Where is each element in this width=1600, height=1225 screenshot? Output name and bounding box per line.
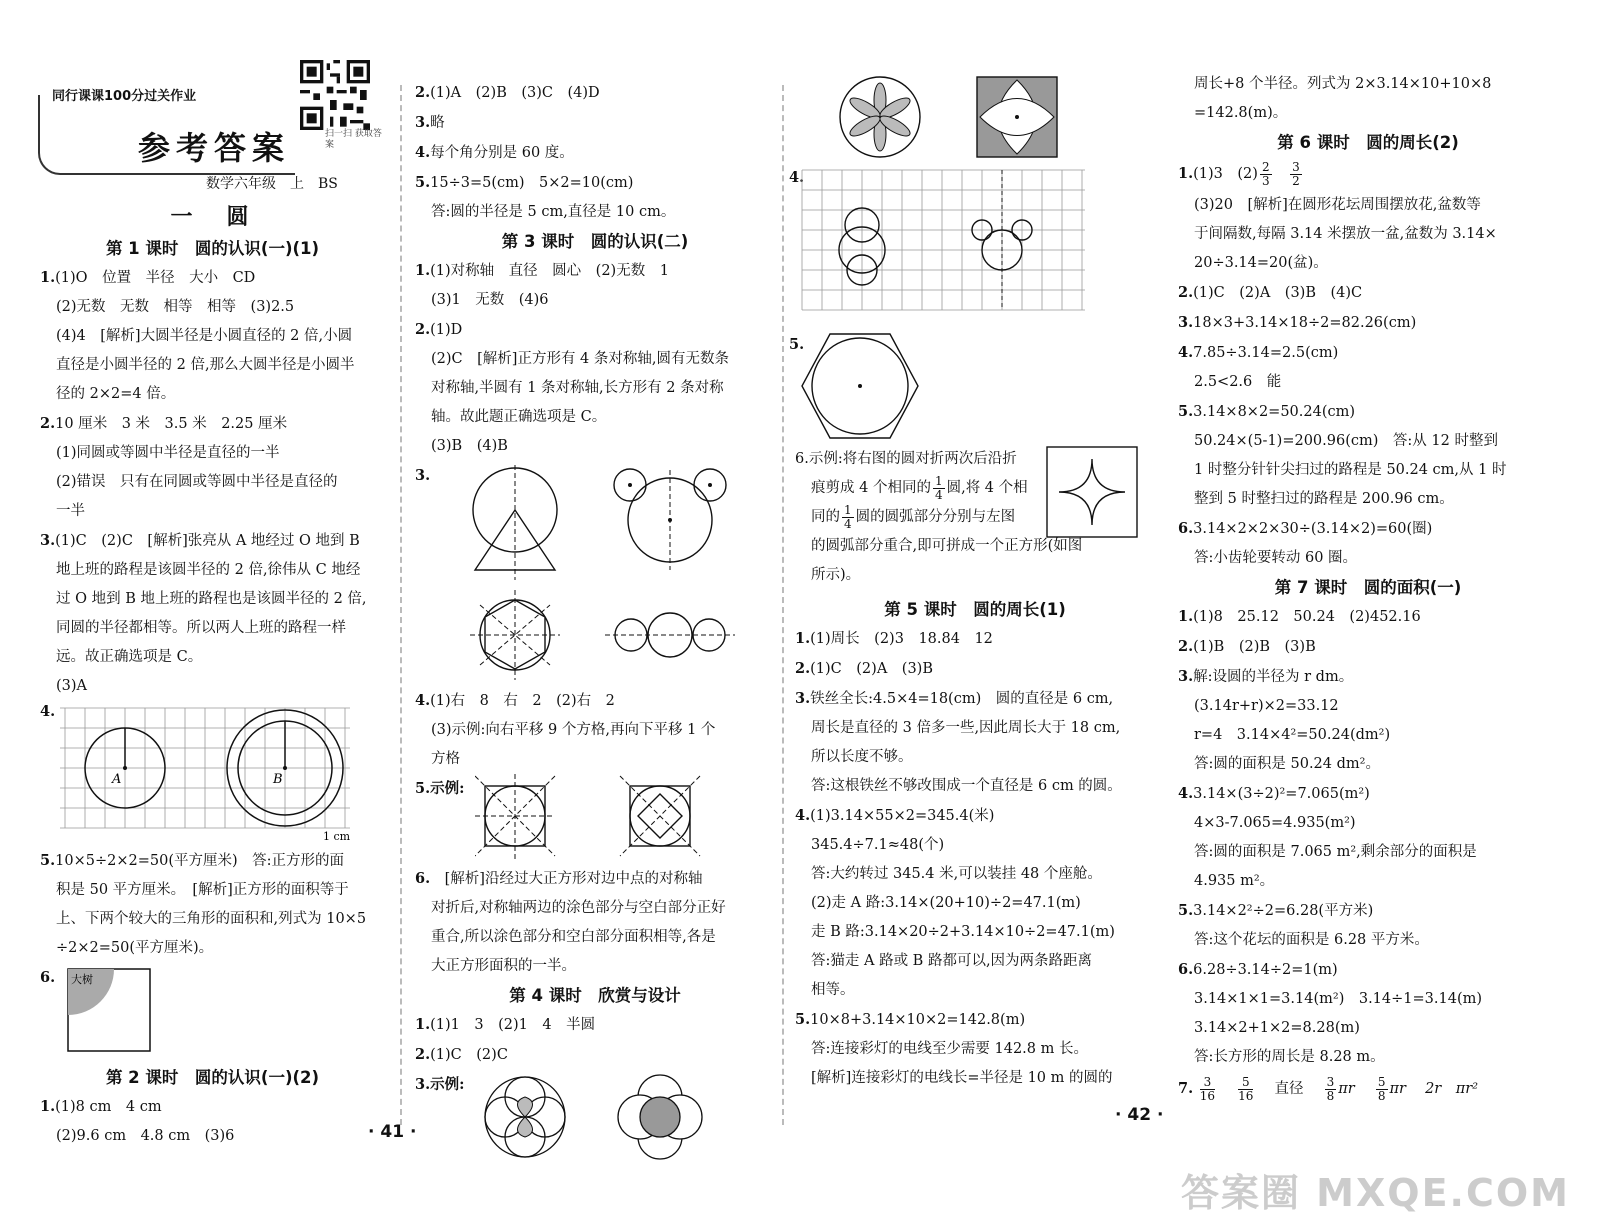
c7-q7-line: 7. $\frac{3}{16}$ $\frac{5}{16}$ 直径 $\frac{3}{8}$ πr $\frac{5}{8}$ πr 2r πr² <box>1178 1074 1479 1103</box>
question-number: 2. <box>1178 638 1194 655</box>
answer-text: [解析]连接彩灯的电线长=半径是 10 m 的圆的 <box>811 1070 1113 1086</box>
col2-line <box>415 403 775 432</box>
col2c-line <box>415 981 775 1010</box>
answer-text: (1)C (2)C <box>430 1047 508 1063</box>
column-2-lines <box>415 78 775 461</box>
answer-text: (1)8 cm 4 cm <box>55 1099 162 1115</box>
col1-line <box>40 322 385 351</box>
column-2-lines-b <box>415 686 775 774</box>
col3-line <box>795 976 1155 1005</box>
col4b-line <box>1178 692 1558 721</box>
answer-text: 第 7 课时 圆的面积(一) <box>1274 578 1462 597</box>
answer-text: 轴。故此题正确选项是 C。 <box>431 409 607 425</box>
answer-text: 3.14×2×2×30÷(3.14×2)=60(圈) <box>1193 521 1433 537</box>
answer-text: 重合,所以涂色部分和空白部分面积相等,各是 <box>431 929 716 945</box>
q6-number: 6. <box>40 969 56 986</box>
col4b-line <box>1178 779 1558 809</box>
question-number: 1. <box>1178 608 1194 625</box>
column-4 <box>1178 70 1558 1106</box>
col2-line <box>415 256 775 286</box>
answer-text: 7.85÷3.14=2.5(cm) <box>1193 345 1339 361</box>
answer-text: (1)B (2)B (3)B <box>1193 639 1316 655</box>
question-number: 1. <box>40 269 56 286</box>
col1-line <box>40 643 385 672</box>
col4b-line <box>1178 926 1558 955</box>
col3-line <box>795 743 1155 772</box>
answer-text: 对折后,对称轴两边的涂色部分与空白部分正好 <box>431 900 726 916</box>
col1-line <box>40 351 385 380</box>
col1-line <box>40 468 385 497</box>
col1b-line <box>40 934 385 963</box>
col3-q5-number: 5. <box>789 336 805 353</box>
col4b-line <box>1178 632 1558 662</box>
col2c-line <box>415 1010 775 1040</box>
col3-line <box>795 654 1155 684</box>
col2c-line <box>415 894 775 923</box>
col4b-line <box>1178 1014 1558 1043</box>
answer-text: 15÷3=5(cm) 5×2=10(cm) <box>430 175 634 191</box>
question-number: 5. <box>40 852 56 869</box>
answer-text: 答:圆的面积是 50.24 dm²。 <box>1194 756 1380 772</box>
answer-text: 远。故正确选项是 C。 <box>56 649 203 665</box>
quarter-fraction: $\frac{1}{4}$ <box>934 473 943 502</box>
question-number: 4. <box>415 144 431 161</box>
q6-paper-cut-block <box>795 445 1155 595</box>
answer-text: 第 4 课时 欣赏与设计 <box>509 986 681 1005</box>
question-number: 6. <box>1178 520 1194 537</box>
quarter-fraction-2: $\frac{1}{4}$ <box>844 502 852 531</box>
page-number-right: · 42 · <box>1115 1105 1164 1125</box>
answer-text: 3.14×8×2=50.24(cm) <box>1193 404 1356 420</box>
question-number: 1. <box>795 630 811 647</box>
fraction-5-8: $\frac{5}{8}$ <box>1377 1074 1386 1103</box>
col3-line <box>795 801 1155 831</box>
col2-line <box>415 108 775 138</box>
q4-number: 4. <box>40 703 56 720</box>
col2-line <box>415 227 775 256</box>
q6-line-2: 痕剪成 4 个相同的 $\frac{1}{4}$ 圆,将 4 个相 <box>811 473 1028 502</box>
answer-text: (1)D <box>430 322 463 338</box>
answer-text: (1)C (2)A (3)B <box>810 661 933 677</box>
answer-text: (1)周长 (2)3 18.84 12 <box>810 631 993 647</box>
col4b-line <box>1178 278 1558 308</box>
col4b-line <box>1178 838 1558 867</box>
symmetry-figures <box>435 465 765 685</box>
question-number: 4. <box>415 692 431 709</box>
question-number: 2. <box>795 660 811 677</box>
col4b-line <box>1178 573 1558 602</box>
fraction-3-16: $\frac{3}{16}$ <box>1199 1074 1216 1103</box>
answer-text: 答:这个花坛的面积是 6.28 平方米。 <box>1194 932 1429 948</box>
col2-line <box>415 138 775 168</box>
point-b-label: B <box>273 772 283 787</box>
col1c-line <box>40 1122 385 1151</box>
col1-line <box>40 439 385 468</box>
question-number: 5. <box>1178 902 1194 919</box>
col1-line <box>40 497 385 526</box>
col2c-line <box>415 1040 775 1070</box>
column-1-lines-b <box>40 846 385 963</box>
q6-line-3: 同的 $\frac{1}{4}$ 圆的圆弧部分分别与左图 <box>811 502 1016 531</box>
answer-text: 积是 50 平方厘米。 [解析]正方形的面积等于 <box>56 882 349 898</box>
col4b-line <box>1178 338 1558 368</box>
fraction-3-2: $\frac{3}{2}$ <box>1292 159 1300 188</box>
qr-caption: 扫一扫 获取答案 <box>325 129 382 150</box>
answer-text: 走 B 路:3.14×20÷2+3.14×10÷2=47.1(m) <box>811 924 1115 940</box>
answer-text: (1)C (2)C [解析]张亮从 A 地经过 O 地到 B <box>55 533 360 549</box>
hexagon-circle-figure <box>800 330 920 442</box>
col4-line <box>1178 99 1558 128</box>
col2b-line <box>415 745 775 774</box>
column-1-lines-c <box>40 1063 385 1151</box>
col4b-line <box>1178 985 1558 1014</box>
col3-line <box>795 684 1155 714</box>
col4b-line <box>1178 750 1558 779</box>
answer-text: r=4 3.14×4²=50.24(dm²) <box>1194 727 1391 743</box>
question-number: 5. <box>1178 403 1194 420</box>
answer-text: 18×3+3.14×18÷2=82.26(cm) <box>1193 315 1417 331</box>
tree-label: 大树 <box>71 973 93 986</box>
question-number: 6. <box>415 870 431 887</box>
col4b-line <box>1178 456 1558 485</box>
q3b-figure-block <box>415 1070 775 1165</box>
col3-line <box>795 1064 1155 1093</box>
column-2 <box>415 78 775 1165</box>
answer-text: 每个角分别是 60 度。 <box>430 145 574 161</box>
question-number: 4. <box>795 807 811 824</box>
q6-line-1: 6.示例:将右图的圆对折两次后沿折 <box>795 451 1017 467</box>
question-number: 3. <box>795 690 811 707</box>
col3-q4-number: 4. <box>789 169 805 186</box>
answer-text: 答:大约转过 345.4 米,可以装挂 48 个座舱。 <box>811 866 1102 882</box>
answer-text: 略 <box>430 115 445 131</box>
col2-line <box>415 168 775 198</box>
column-4-lines <box>1178 70 1558 157</box>
answer-text: 答:连接彩灯的电线至少需要 142.8 m 长。 <box>811 1041 1088 1057</box>
answer-text: 第 1 课时 圆的认识(一)(1) <box>105 239 320 258</box>
col2-line <box>415 315 775 345</box>
answer-text: 3.14×(3÷2)²=7.065(m²) <box>1193 786 1370 802</box>
qr-code-icon[interactable] <box>300 60 370 130</box>
answer-text: 10×5÷2×2=50(平方厘米) 答:正方形的面 <box>55 853 345 869</box>
flower-designs <box>480 1070 760 1165</box>
question-number: 2. <box>415 321 431 338</box>
col4b-line <box>1178 249 1558 278</box>
q4-mickey-grid <box>789 165 1155 330</box>
answer-text: 方格 <box>431 751 460 767</box>
col2b-line <box>415 716 775 745</box>
col1c-line <box>40 1092 385 1122</box>
unit-label: 1 cm <box>323 830 351 843</box>
answer-text: (2)9.6 cm 4.8 cm (3)6 <box>56 1128 235 1144</box>
answer-text: 地上班的路程是该圆半径的 2 倍,徐伟从 C 地经 <box>56 562 361 578</box>
answer-text: (2)走 A 路:3.14×(20+10)÷2=47.1(m) <box>811 895 1081 911</box>
question-number: 4. <box>1178 344 1194 361</box>
answer-text: 过 O 地到 B 地上班的路程也是该圆半径的 2 倍, <box>56 591 367 607</box>
answer-text: 于间隔数,每隔 3.14 米摆放一盆,盆数为 3.14× <box>1194 226 1497 242</box>
answer-text: 一半 <box>56 503 85 519</box>
q5-figure-block <box>415 774 775 864</box>
col1-line <box>40 614 385 643</box>
col3-line <box>795 772 1155 801</box>
q3-number: 3. <box>415 467 431 484</box>
answer-text: =142.8(m)。 <box>1194 105 1288 121</box>
col3-line <box>795 1035 1155 1064</box>
answer-text: 第 3 课时 圆的认识(二) <box>501 232 689 251</box>
q5-number: 5.示例: <box>415 780 465 797</box>
answer-text: (1)3.14×55×2=345.4(米) <box>810 808 995 824</box>
col3-line <box>795 1005 1155 1035</box>
col3-line <box>795 831 1155 860</box>
col1-line <box>40 556 385 585</box>
answer-text: 答:小齿轮要转动 60 圈。 <box>1194 550 1358 566</box>
answer-text: 1 时整分针针尖扫过的路程是 50.24 cm,从 1 时 <box>1194 462 1507 478</box>
page-number-left: · 41 · <box>368 1122 417 1142</box>
col3-line <box>795 860 1155 889</box>
col1-line <box>40 234 385 263</box>
column-divider-2 <box>782 85 784 1125</box>
question-number: 1. <box>40 1098 56 1115</box>
chapter-title: 一 圆 <box>170 204 255 230</box>
answer-text: (4)4 [解析]大圆半径是小圆直径的 2 倍,小圆 <box>56 328 353 344</box>
col1-line <box>40 672 385 701</box>
answer-text: (1)A (2)B (3)C (4)D <box>430 85 600 101</box>
answer-text: 第 6 课时 圆的周长(2) <box>1277 133 1459 152</box>
circle-grid-figure <box>60 703 390 843</box>
four-arc-star-figure <box>1045 445 1145 540</box>
answer-text: ÷2×2=50(平方厘米)。 <box>56 940 214 956</box>
page-title: 参考答案 <box>138 129 291 167</box>
col2-line <box>415 78 775 108</box>
col4b-line <box>1178 955 1558 985</box>
column-1 <box>40 200 385 1151</box>
watermark: 答案圈 MXQE.COM <box>1180 1171 1570 1215</box>
brand-label: 同行课课100分过关作业 <box>48 85 200 104</box>
answer-text: 345.4÷7.1≈48(个) <box>811 837 945 853</box>
answer-text: 50.24×(5-1)=200.96(cm) 答:从 12 时整到 <box>1194 433 1498 449</box>
answer-text: (1)1 3 (2)1 4 半圆 <box>430 1017 596 1033</box>
col3-line <box>795 624 1155 654</box>
answer-text: [解析]沿经过大正方形对边中点的对称轴 <box>430 871 703 887</box>
answer-text: 周长是直径的 3 倍多一些,因此周长大于 18 cm, <box>811 720 1121 736</box>
col2c-line <box>415 952 775 981</box>
q5-hexagon-block <box>789 330 1155 445</box>
col2-line <box>415 432 775 461</box>
answer-text: 4.935 m²。 <box>1194 873 1275 889</box>
answer-text: 直径是小圆半径的 2 倍,那么大圆半径是小圆半 <box>56 357 355 373</box>
col4-line <box>1178 70 1558 99</box>
col4b-line <box>1178 397 1558 427</box>
answer-text: 第 5 课时 圆的周长(1) <box>884 600 1066 619</box>
col3-line <box>795 918 1155 947</box>
answer-text: 答:圆的半径是 5 cm,直径是 10 cm。 <box>431 204 676 220</box>
question-number: 1. <box>415 1016 431 1033</box>
column-4-lines-b <box>1178 191 1558 1072</box>
answer-text: (3)示例:向右平移 9 个方格,再向下平移 1 个 <box>431 722 716 738</box>
col1-line <box>40 293 385 322</box>
fraction-5-16: $\frac{5}{16}$ <box>1238 1074 1254 1103</box>
point-a-label: A <box>112 772 122 787</box>
answer-text: (2)错误 只有在同圆或等圆中半径是直径的 <box>56 474 338 490</box>
answer-text: 答:猫走 A 路或 B 路都可以,因为两条路距离 <box>811 953 1093 969</box>
col4b-line <box>1178 602 1558 632</box>
answer-text: 答:长方形的周长是 8.28 m。 <box>1194 1049 1385 1065</box>
answer-text: 第 2 课时 圆的认识(一)(2) <box>105 1068 320 1087</box>
col3-line <box>795 714 1155 743</box>
col4b-line <box>1178 544 1558 573</box>
answer-text: 20÷3.14=20(盆)。 <box>1194 255 1328 271</box>
col4b-line <box>1178 867 1558 896</box>
column-1-lines <box>40 234 385 701</box>
answer-text: 径的 2×2=4 倍。 <box>56 386 176 402</box>
col2-line <box>415 374 775 403</box>
col4b-line <box>1178 485 1558 514</box>
col2-line <box>415 286 775 315</box>
question-number: 3. <box>1178 668 1194 685</box>
col1-line <box>40 409 385 439</box>
c6-q1-line: 1.(1)3 (2) $\frac{2}{3}$ $\frac{3}{2}$ <box>1178 159 1300 188</box>
q3b-number: 3.示例: <box>415 1076 465 1093</box>
col4b-line <box>1178 427 1558 456</box>
mickey-grid-figure <box>800 165 1090 325</box>
question-number: 2. <box>40 415 56 432</box>
answer-text: 2.5<2.6 能 <box>1194 374 1282 390</box>
tree-square-figure <box>66 967 156 1057</box>
answer-text: (1)C (2)A (3)B (4)C <box>1193 285 1363 301</box>
answer-text: 上、下两个较大的三角形的面积和,列式为 10×5 <box>56 911 367 927</box>
question-number: 3. <box>1178 314 1194 331</box>
col1c-line <box>40 1063 385 1092</box>
answer-text: (3.14r+r)×2=33.12 <box>1194 698 1339 714</box>
q6-line-5: 所示)。 <box>811 567 861 583</box>
answer-text: 3.14×2+1×2=8.28(m) <box>1194 1020 1360 1036</box>
col4b-line <box>1178 514 1558 544</box>
col2-line <box>415 198 775 227</box>
fraction-2-3: $\frac{2}{3}$ <box>1261 159 1270 188</box>
answer-text: 答:圆的面积是 7.065 m²,剩余部分的面积是 <box>1194 844 1477 860</box>
col1b-line <box>40 905 385 934</box>
answer-text: 4×3-7.065=4.935(m²) <box>1194 815 1356 831</box>
col4b-line <box>1178 809 1558 838</box>
col4b-line <box>1178 1043 1558 1072</box>
answer-header <box>38 85 388 190</box>
col3-line <box>795 947 1155 976</box>
question-number: 1. <box>415 262 431 279</box>
question-number: 5. <box>415 174 431 191</box>
answer-text: 铁丝全长:4.5×4=18(cm) 圆的直径是 6 cm, <box>810 691 1114 707</box>
col2c-line <box>415 864 775 894</box>
answer-text: (3)1 无数 (4)6 <box>431 292 549 308</box>
col2-line <box>415 345 775 374</box>
answer-text: 周长+8 个半径。列式为 2×3.14×10+10×8 <box>1194 76 1492 92</box>
answer-text: 3.14×2²÷2=6.28(平方米) <box>1193 903 1374 919</box>
col2c-line <box>415 923 775 952</box>
answer-text: (1)8 25.12 50.24 (2)452.16 <box>1193 609 1421 625</box>
question-number: 2. <box>415 1046 431 1063</box>
column-3-lines <box>795 595 1155 1093</box>
answer-text: 10×8+3.14×10×2=142.8(m) <box>810 1012 1026 1028</box>
q3-figure-block <box>415 461 775 686</box>
answer-text: 所以长度不够。 <box>811 749 913 765</box>
answer-text: (1)同圆或等圆中半径是直径的一半 <box>56 445 280 461</box>
question-number: 3. <box>40 532 56 549</box>
answer-text: 解:设圆的半径为 r dm。 <box>1193 669 1354 685</box>
column-3 <box>789 70 1155 1093</box>
answer-text: 对称轴,半圆有 1 条对称轴,长方形有 2 条对称 <box>431 380 724 396</box>
answer-text: 6.28÷3.14÷2=1(m) <box>1193 962 1338 978</box>
answer-text: 3.14×1×1=3.14(m²) 3.14÷1=3.14(m) <box>1194 991 1483 1007</box>
answer-text: 大正方形面积的一半。 <box>431 958 576 974</box>
question-number: 4. <box>1178 785 1194 802</box>
answer-text: (3)20 [解析]在圆形花坛周围摆放花,盆数等 <box>1194 197 1481 213</box>
col3-line <box>795 595 1155 624</box>
col4b-line <box>1178 662 1558 692</box>
column-2-lines-c <box>415 864 775 1070</box>
question-number: 5. <box>795 1011 811 1028</box>
answer-text: 相等。 <box>811 982 855 998</box>
answer-text: 答:这根铁丝不够改围成一个直径是 6 cm 的圆。 <box>811 778 1122 794</box>
answer-text: 整到 5 时整扫过的路程是 200.96 cm。 <box>1194 491 1454 507</box>
q6-line-4: 的圆弧部分重合,即可拼成一个正方形(如图 <box>811 538 1083 554</box>
col1-line <box>40 585 385 614</box>
col4b-line <box>1178 896 1558 926</box>
col1-line <box>40 526 385 556</box>
answer-text: 10 厘米 3 米 3.5 米 2.25 厘米 <box>55 416 288 432</box>
col1-line <box>40 263 385 293</box>
answer-text: (1)对称轴 直径 圆心 (2)无数 1 <box>430 263 669 279</box>
col1b-line <box>40 876 385 905</box>
col4b-line <box>1178 191 1558 220</box>
answer-text: (1)右 8 右 2 (2)右 2 <box>430 693 615 709</box>
column-divider <box>400 85 402 1125</box>
book-subtitle: 数学六年级 上 BS <box>206 176 338 192</box>
question-number: 3. <box>415 114 431 131</box>
question-number: 2. <box>1178 284 1194 301</box>
col4b-line <box>1178 368 1558 397</box>
answer-text: (2)无数 无数 相等 相等 (3)2.5 <box>56 299 295 315</box>
col2b-line <box>415 686 775 716</box>
fraction-3-8: $\frac{3}{8}$ <box>1326 1074 1335 1103</box>
col3-line <box>795 889 1155 918</box>
col4-line <box>1178 128 1558 157</box>
col1b-line <box>40 846 385 876</box>
col1-line <box>40 380 385 409</box>
question-number: 2. <box>415 84 431 101</box>
question-number: 6. <box>1178 961 1194 978</box>
col4b-line <box>1178 220 1558 249</box>
q6-figure-block <box>40 963 385 1063</box>
inscribed-figures <box>475 774 775 864</box>
answer-text: (3)A <box>56 678 88 694</box>
answer-text: 同圆的半径都相等。所以两人上班的路程一样 <box>56 620 346 636</box>
col4b-line <box>1178 721 1558 750</box>
q4-figure-block <box>40 701 385 846</box>
answer-text: (1)O 位置 半径 大小 CD <box>55 270 256 286</box>
col4b-line <box>1178 308 1558 338</box>
answer-text: (2)C [解析]正方形有 4 条对称轴,圆有无数条 <box>431 351 729 367</box>
answer-text: (3)B (4)B <box>431 438 508 454</box>
design-figures-top <box>835 70 1175 165</box>
